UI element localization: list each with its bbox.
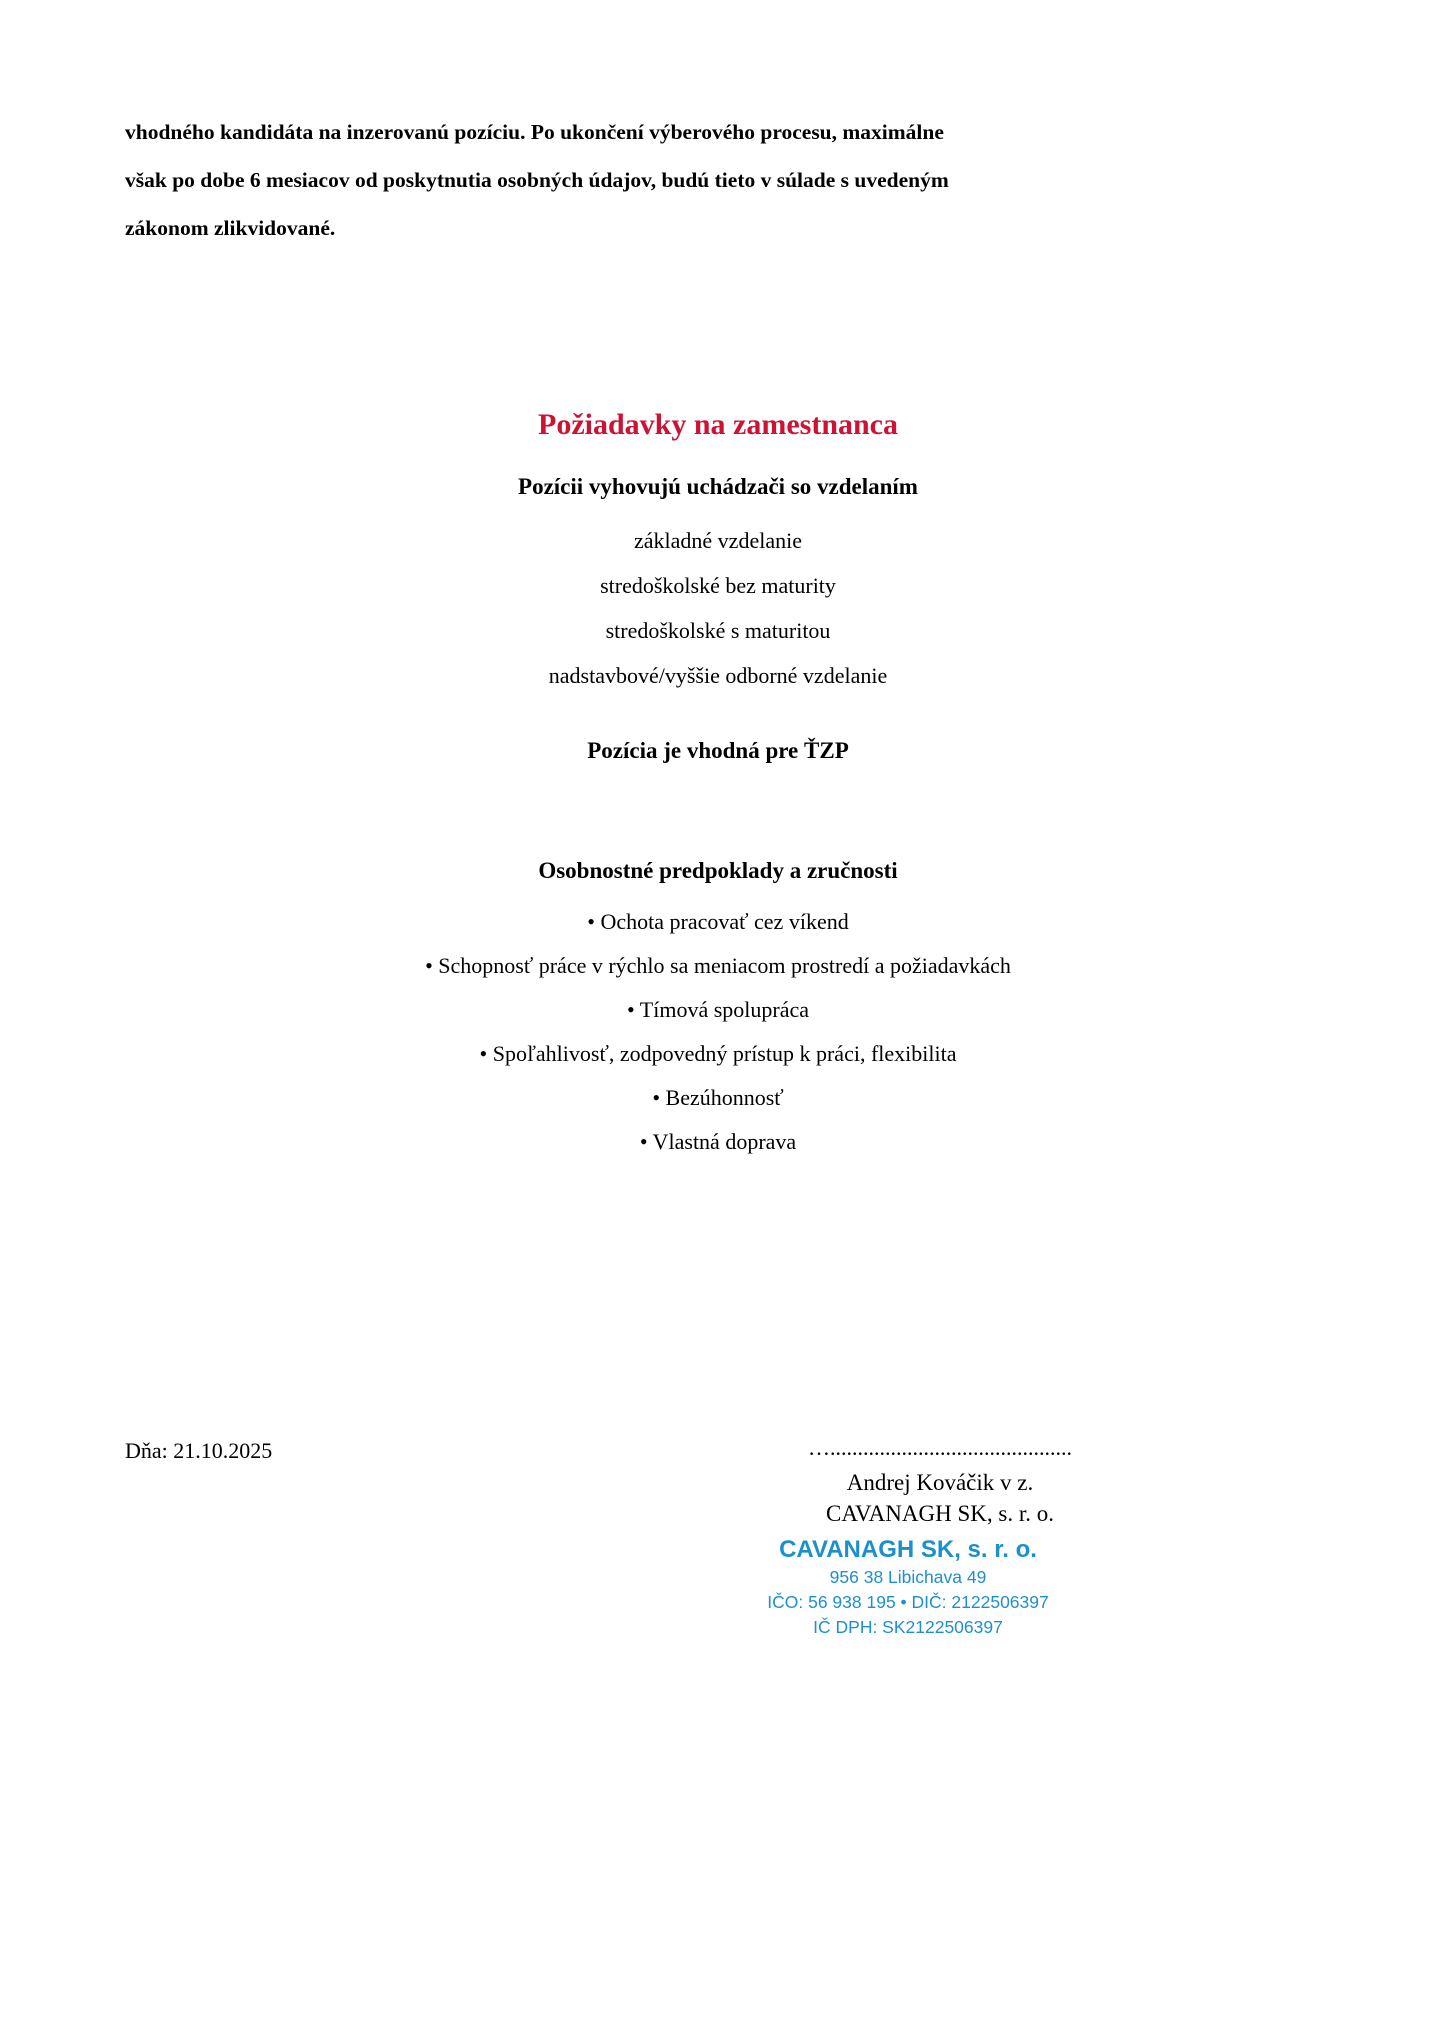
intro-paragraph-line: vhodného kandidáta na inzerovanú pozíciu. Po ukončení výberového procesu, maximálne xyxy=(125,120,944,144)
signature-dotted-line: …............................................ xyxy=(808,1436,1072,1460)
skills-heading: Osobnostné predpoklady a zručnosti xyxy=(538,858,898,883)
intro-paragraph-line: však po dobe 6 mesiacov od poskytnutia osobných údajov, budú tieto v súlade s uvedeným xyxy=(125,168,949,192)
signature-block xyxy=(735,1436,1145,1640)
skills-list-item: • Ochota pracovať cez víkend xyxy=(587,909,849,934)
skills-list-item: • Vlastná doprava xyxy=(639,1129,797,1154)
education-list xyxy=(0,518,1436,698)
skills-list-item: • Schopnosť práce v rýchlo sa meniacom prostredí a požiadavkách xyxy=(425,953,1011,978)
skills-list-item: • Bezúhonnosť xyxy=(652,1085,784,1110)
education-list-item: nadstavbové/vyššie odborné vzdelanie xyxy=(548,663,888,688)
section-title-requirements: Požiadavky na zamestnanca xyxy=(538,408,898,441)
skills-list-item: • Spoľahlivosť, zodpovedný prístup k práci, flexibilita xyxy=(479,1041,957,1066)
education-list-item: stredoškolské bez maturity xyxy=(600,573,836,598)
education-list-item: základné vzdelanie xyxy=(634,528,802,553)
date-line: Dňa: 21.10.2025 xyxy=(125,1438,273,1463)
stamp-address: 956 38 Libichava 49 xyxy=(829,1567,987,1587)
intro-paragraph-line: zákonom zlikvidované. xyxy=(125,216,336,240)
signatory-company: CAVANAGH SK, s. r. o. xyxy=(826,1501,1054,1526)
skills-list-item: • Tímová spolupráca xyxy=(626,997,810,1022)
education-heading: Pozícii vyhovujú uchádzači so vzdelaním xyxy=(518,474,918,499)
intro-paragraph xyxy=(125,108,1315,252)
skills-list xyxy=(0,900,1436,1164)
signatory-name: Andrej Kováčik v z. xyxy=(846,1470,1034,1495)
stamp-company-name: CAVANAGH SK, s. r. o. xyxy=(779,1536,1037,1563)
stamp-registration-ids: IČO: 56 938 195 • DIČ: 2122506397 xyxy=(767,1592,1049,1612)
company-stamp xyxy=(703,1535,1113,1640)
education-list-item: stredoškolské s maturitou xyxy=(605,618,831,643)
tzp-suitability-note: Pozícia je vhodná pre ŤZP xyxy=(587,738,849,763)
stamp-vat-id: IČ DPH: SK2122506397 xyxy=(813,1617,1003,1637)
